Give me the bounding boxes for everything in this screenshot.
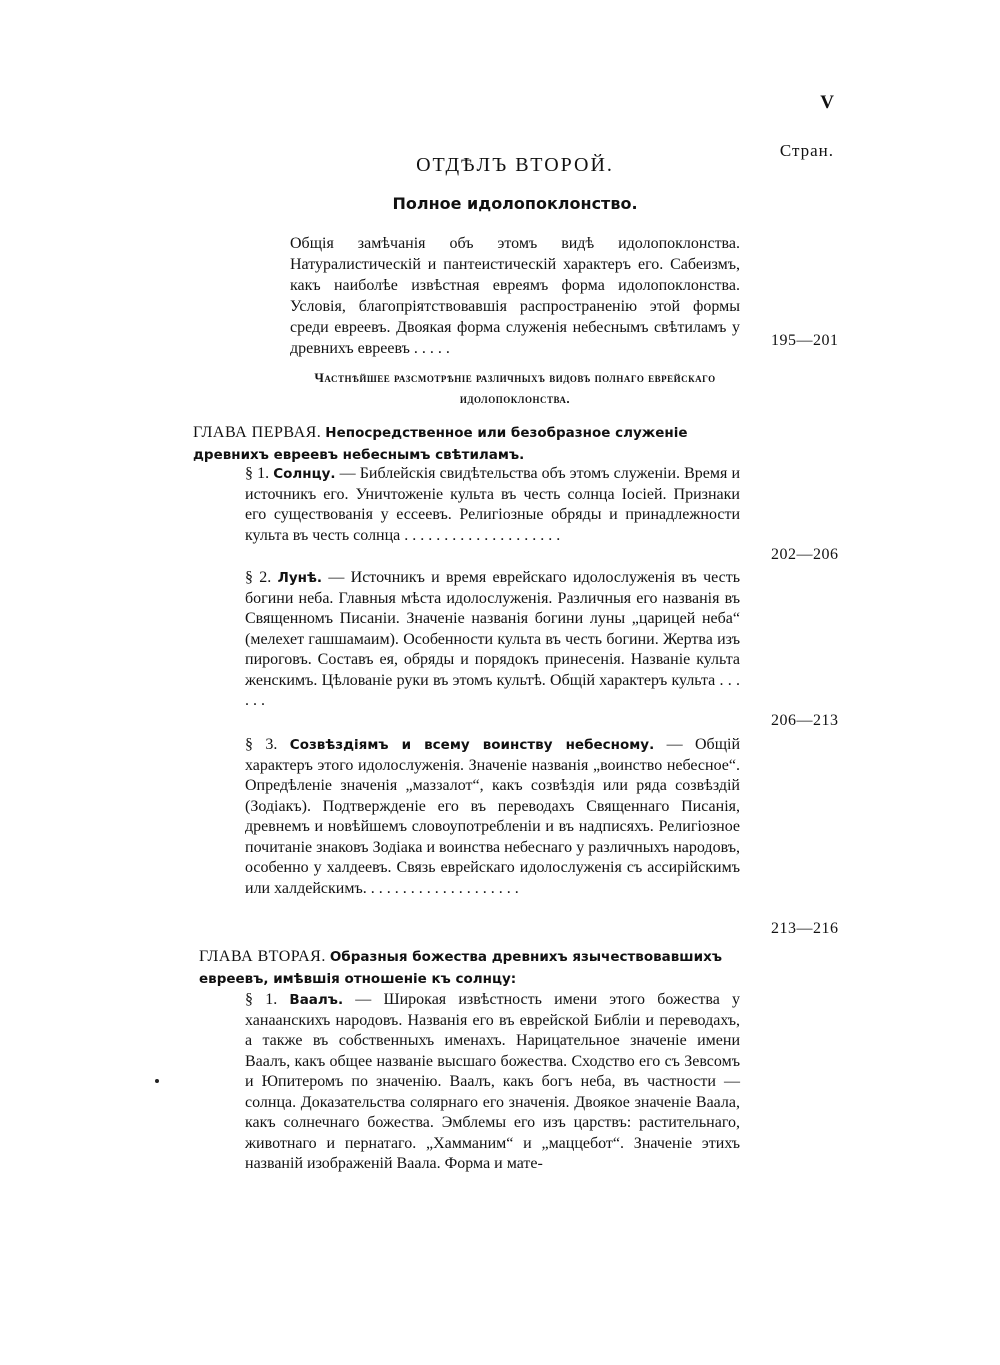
part-intro-text: Общія замѣчанія объ этомъ видѣ идолопоклонства. Натуралистическій и пантеистическій характеръ его. Сабеизмъ, какъ наиболѣе извѣстная евреямъ форма идолопоклонства. Условія, благопріятствовавшія распространенію этой формы среди евреевъ. Двоякая форма служенія небеснымъ свѣтиламъ у древнихъ евреевъ . . . . . — [290, 235, 740, 357]
section-keyword: Созвѣздіямъ и всему воинству небесному. — [289, 737, 655, 753]
ink-speck — [155, 1079, 159, 1083]
pages-column-header: Стран. — [779, 141, 834, 160]
section-keyword: Солнцу. — [273, 466, 336, 482]
chapter-2-label: ГЛАВА ВТОРАЯ. — [199, 948, 326, 965]
chapter-2-heading — [199, 946, 744, 990]
section-number: § 3. — [245, 736, 278, 753]
part-caps-note: Частнѣйшее разсмотрѣніе различныхъ видовъ полнаго еврейскаго идолопоклонства. — [314, 370, 716, 406]
part-subtitle: Полное идолопоклонство. — [392, 194, 638, 213]
section-text: — Источникъ и время еврейскаго идолослуженія въ честь богини неба. Главныя мѣста идолослуженія. Различныя его названія въ Священномъ Писаніи. Значеніе названія богини луны „царицей неба“ (мелехет гашшамаим). Особенности культа въ честь богини. Жертва изъ пироговъ. Составъ ея, обряды и порядокъ принесенія. Названіе культа женскимъ. Цѣлованіе руки въ этомъ культѣ. Общій характеръ культа . . . . . . — [245, 569, 741, 709]
section-text: — Широкая извѣстность имени этого божества у ханаанскихъ народовъ. Названія его въ еврейской Библіи и переводахъ, а также въ собственныхъ именахъ. Нарицательное значеніе имени Ваалъ, какъ общее названіе высшаго божества. Сходство его съ Зевсомъ и Юпитеромъ по значенію. Ваалъ, какъ богъ неба, въ частности — солнца. Доказательства солярнаго его значенія. Двоякое значеніе Ваала, какъ солнечнаго божества. Эмблемы его изъ царствъ: растительнаго, животнаго и пернатаго. „Хамманим“ и „маццебот“. Значеніе этихъ названій изображеній Ваала. Форма и мате- — [245, 991, 741, 1172]
chapter-1-section-3 — [245, 735, 740, 899]
section-keyword: Ваалъ. — [289, 992, 344, 1008]
chapter-1-title: Непосредственное или безобразное служеніе древнихъ евреевъ небеснымъ свѣтиламъ. — [193, 425, 688, 463]
section-text: — Библейскія свидѣтельства объ этомъ служеніи. Время и источникъ его. Уничтоженіе культа въ честь солнца Іосіей. Признаки его существованія у ессеевъ. Религіозные обряды и принадлежности культа въ честь солнца . . . . . . . . . . . . . . . . . . . . — [245, 465, 741, 544]
chapter-1-section-2 — [245, 568, 740, 712]
chapter-1-heading — [193, 422, 738, 466]
chapter-1-section-1 — [245, 464, 740, 546]
chapter-2-title: Образныя божества древнихъ язычествовавшихъ евреевъ, имѣвшія отношеніе къ солнцу: — [199, 949, 722, 987]
section-number: § 2. — [245, 569, 272, 586]
section-text: — Общій характеръ этого идолослуженія. Значеніе названія „воинство небесное“. Опредѣленіе значенія „маззалот“, какъ созвѣздія или ряда созвѣздій (Зодіакъ). Подтвержденіе его въ переводахъ Священнаго Писанія, древнемъ и новѣйшемъ словоупотребленіи и въ надписяхъ. Религіозное почитаніе знаковъ Зодіака и воинства небеснаго у различныхъ народовъ, особенно у халдеевъ. Связь еврейскаго идолослуженія съ ассирійскимъ или халдейскимъ. . . . . . . . . . . . . . . . . . . . — [245, 736, 741, 897]
part-intro-pages: 195—201 — [771, 332, 839, 349]
section-number: § 1. — [245, 465, 270, 482]
chapter-1-section-2-pages: 206—213 — [771, 712, 839, 729]
part-title: ОТДѢЛЪ ВТОРОЙ. — [416, 154, 614, 176]
section-keyword: Лунѣ. — [277, 570, 323, 586]
page-number: V — [820, 92, 834, 113]
chapter-1-section-1-pages: 202—206 — [771, 546, 839, 563]
chapter-1-label: ГЛАВА ПЕРВАЯ. — [193, 424, 322, 441]
chapter-1-section-3-pages: 213—216 — [771, 920, 839, 937]
chapter-2-section-1 — [245, 990, 740, 1175]
section-number: § 1. — [245, 991, 278, 1008]
